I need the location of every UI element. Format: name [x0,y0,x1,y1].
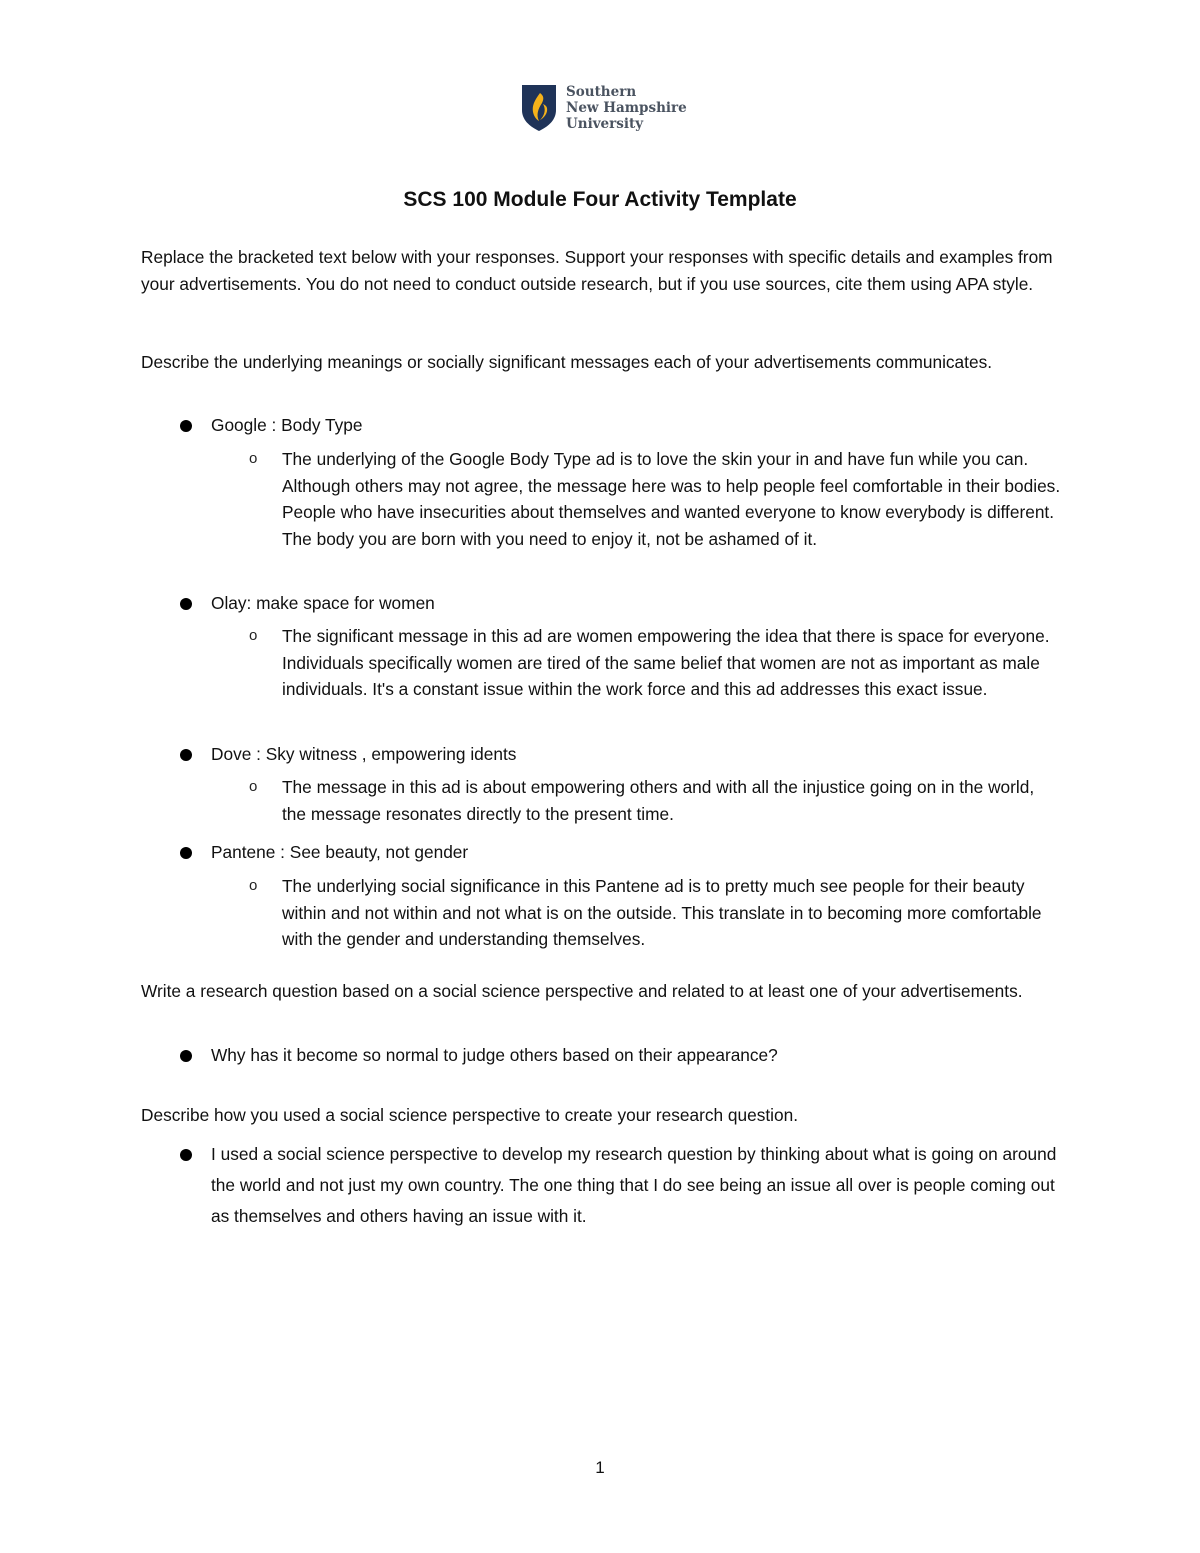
sub-item-text: The underlying of the Google Body Type ad is to love the skin your in and have fun while you can. Although others may not agree, the message here was to help people feel comfortable in their bodies. People who have insecurities about themselves and wanted everyone to know everybody is different. The body you are born with you need to enjoy it, not be ashamed of it. [282,449,1061,549]
sub-bullet-icon: o [249,877,258,894]
bullet-item-olay [180,590,1060,617]
logo-line-1: Southern [566,84,637,100]
research-question-item [180,1042,1060,1069]
bullet-icon [180,598,192,610]
bullet-item-google [180,412,1060,439]
bullet-icon [180,1149,192,1161]
bullet-icon [180,1050,192,1062]
section-2-prompt: Write a research question based on a social science perspective and related to at least one of your advertisements. [141,981,1023,1001]
page-title: SCS 100 Module Four Activity Template [403,188,797,211]
sub-bullet-icon: o [249,627,258,644]
sub-item-pantene [249,873,1061,953]
section-1-prompt: Describe the underlying meanings or socially significant messages each of your advertisements communicates. [141,352,993,372]
sub-item-text: The significant message in this ad are women empowering the idea that there is space for everyone. Individuals specifically women are tired of the same belief that women are not as important as male individuals. It's a constant issue within the work force and this ad addresses this exact issue. [282,626,1050,699]
sub-item-text: The message in this ad is about empowering others and with all the injustice going on in the world, the message resonates directly to the present time. [282,777,1035,824]
sub-item-text: The underlying social significance in this Pantene ad is to pretty much see people for their beauty within and not within and not what is on the outside. This translate in to becoming more comfortable with the gender and understanding themselves. [282,876,1042,949]
sub-item-google [249,446,1061,552]
bullet-item-dove [180,741,1060,768]
research-question-text: Why has it become so normal to judge others based on their appearance? [211,1045,778,1065]
bullet-icon [180,749,192,761]
bullet-label: Pantene : See beauty, not gender [211,842,469,862]
section-3-prompt: Describe how you used a social science perspective to create your research question. [141,1105,799,1125]
page-number: 1 [595,1458,605,1477]
intro-paragraph: Replace the bracketed text below with your responses. Support your responses with specific details and examples from your advertisements. You do not need to conduct outside research, but if you use sources, cite them using APA style. [141,247,1053,294]
sub-bullet-icon: o [249,450,258,467]
shield-flame-icon [521,84,557,132]
bullet-label: Dove : Sky witness , empowering idents [211,744,517,764]
logo-line-2: New Hampshire [566,100,687,116]
bullet-label: Olay: make space for women [211,593,435,613]
sub-bullet-icon: o [249,778,258,795]
university-logo [521,84,687,132]
bullet-label: Google : Body Type [211,415,363,435]
perspective-answer-item [180,1139,1060,1232]
bullet-item-pantene [180,839,1060,866]
sub-item-olay [249,623,1061,703]
logo-line-3: University [566,116,644,132]
perspective-answer-text: I used a social science perspective to develop my research question by thinking about what is going on around the world and not just my own country. The one thing that I do see being an issue all over is people coming out as themselves and others having an issue with it. [211,1144,1057,1226]
bullet-icon [180,847,192,859]
bullet-icon [180,420,192,432]
sub-item-dove [249,774,1061,827]
